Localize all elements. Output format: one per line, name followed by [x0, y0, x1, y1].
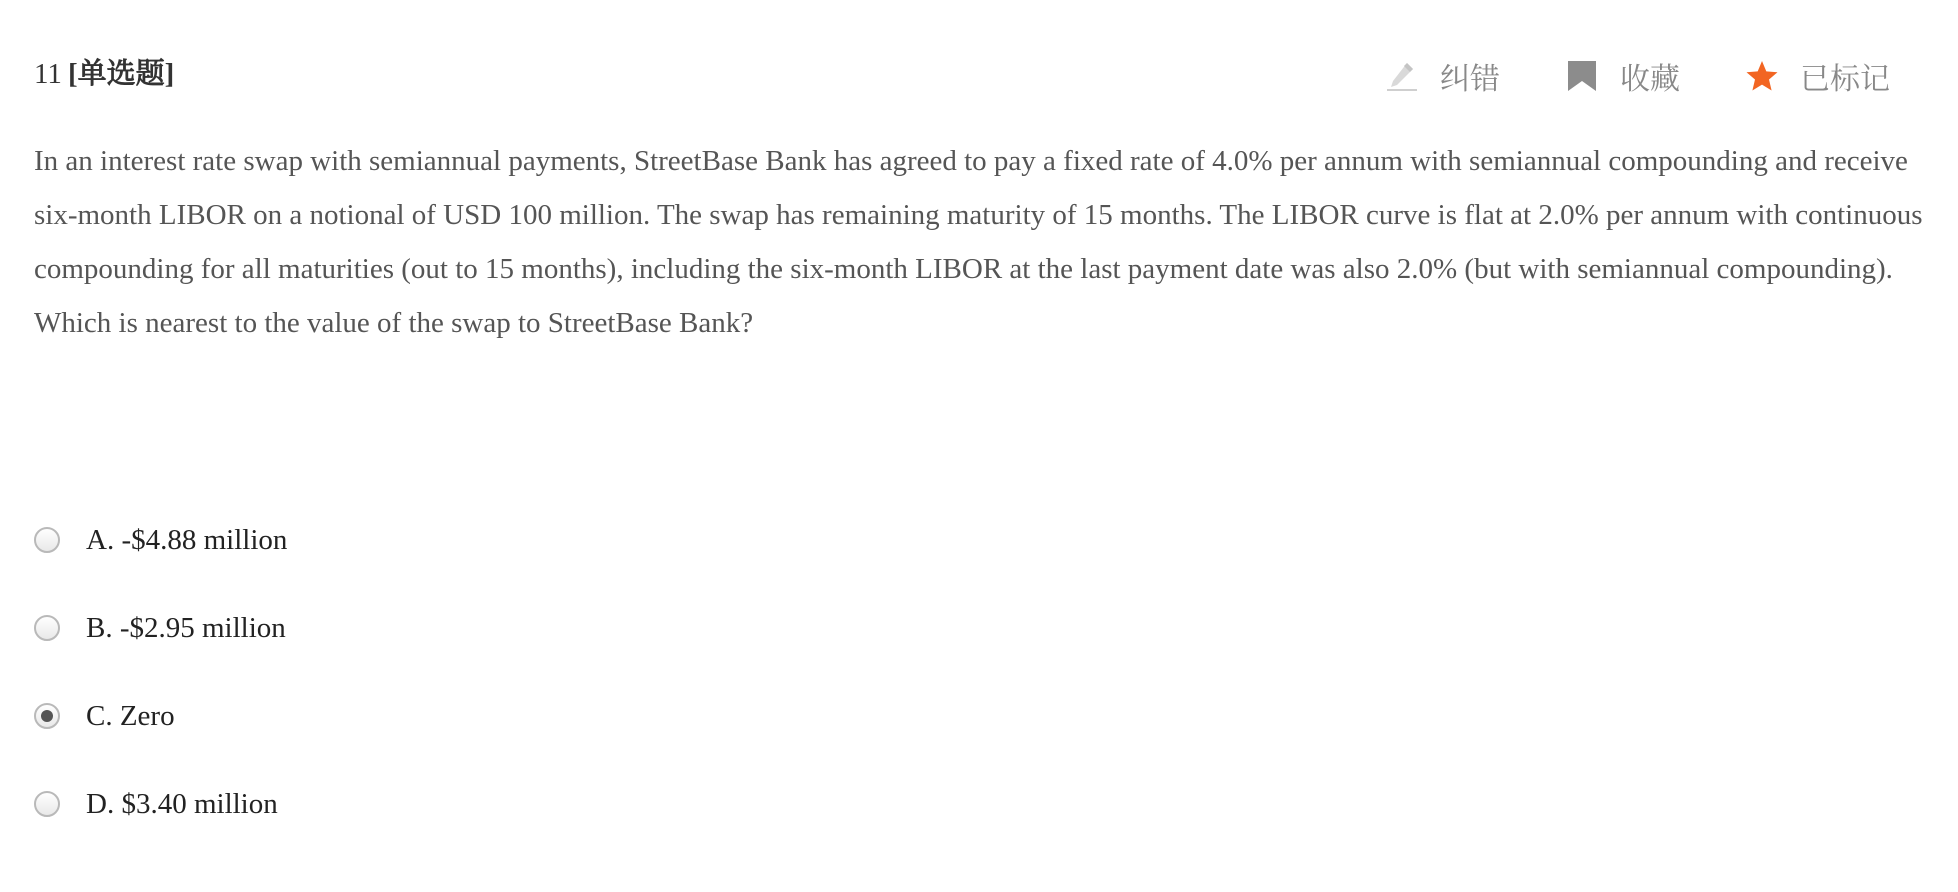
question-text: In an interest rate swap with semiannual payments, StreetBase Bank has agreed to pay a fixed rate of 4.0% per annum with semiannual compounding and receive six-month LIBOR on a notional of USD 100 million. The swap has remaining maturity of 15 months. The LIBOR curve is flat at 2.0% per annum with continuous compounding for all maturities (out to 15 months), including the six-month LIBOR at the last payment date was also 2.0% (but with semiannual compounding). Which is nearest to the value of the swap to StreetBase Bank?: [34, 145, 1923, 339]
option-a-text: -$4.88 million: [121, 523, 288, 556]
option-a-radio[interactable]: [34, 527, 60, 553]
option-d-radio[interactable]: [34, 791, 60, 817]
option-c-radio[interactable]: [34, 703, 60, 729]
option-b-text: -$2.95 million: [119, 611, 286, 644]
favorite-button[interactable]: [1564, 52, 1680, 100]
option-d[interactable]: [34, 782, 278, 826]
question-type: [单选题]: [67, 58, 175, 90]
option-d-letter: D.: [86, 787, 115, 820]
option-c-letter: C.: [86, 699, 113, 732]
question-title: [34, 54, 174, 94]
report-error-label: 纠错: [1440, 62, 1500, 97]
option-a-letter: A.: [86, 523, 115, 556]
report-error-button[interactable]: [1384, 52, 1500, 100]
option-c-text: Zero: [119, 699, 175, 732]
question-header: [34, 52, 1958, 100]
option-c[interactable]: [34, 694, 175, 738]
bookmark-icon: [1564, 58, 1600, 94]
option-b[interactable]: [34, 606, 286, 650]
option-a[interactable]: [34, 518, 287, 562]
marked-label: 已标记: [1800, 62, 1890, 97]
option-b-radio[interactable]: [34, 615, 60, 641]
option-b-letter: B.: [86, 611, 113, 644]
pencil-icon: [1384, 58, 1420, 94]
star-icon: [1744, 58, 1780, 94]
question-actions: [1344, 52, 1944, 100]
question-number: 11: [34, 58, 62, 90]
option-d-text: $3.40 million: [121, 787, 278, 820]
favorite-label: 收藏: [1620, 62, 1680, 97]
marked-button[interactable]: [1744, 52, 1890, 100]
